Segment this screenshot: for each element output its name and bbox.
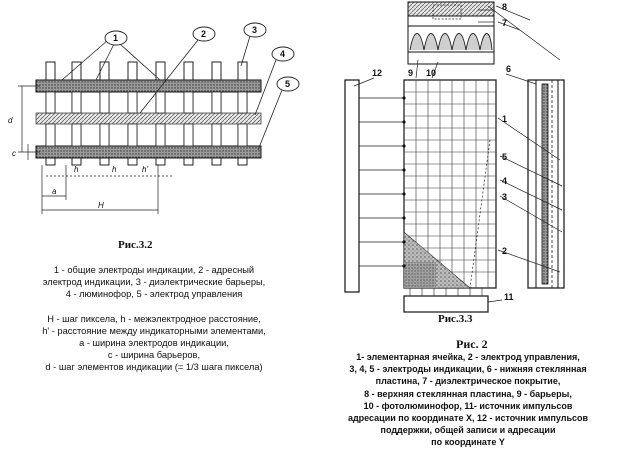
fig2-marker-9: 9 [408,68,414,78]
fig2-inner-title: Рис.3.3 [438,313,473,325]
fig1-dim-hp: h' [142,165,148,174]
fig2-marker-7: 7 [502,18,508,28]
fig2-title: Рис. 2 [456,337,488,351]
fig2-marker-1: 1 [502,114,508,124]
fig1-definition-line: h' - расстояние между индикаторными элементами, [42,326,266,336]
fig1-marker-5: 5 [285,79,291,89]
fig2-marker-6: 6 [506,64,512,74]
fig1-dim-a: a [52,187,57,196]
fig2-legend-line: 10 - фотолюминофор, 11- источник импульсов [363,400,573,411]
fig2-legend-line: поддержки, общей записи и адресации [380,425,556,436]
fig1-dim-h: h [74,165,79,174]
fig2-marker-12: 12 [372,68,383,78]
fig2-legend-line: адресации по координате X, 12 - источник импульсов [347,413,589,424]
fig2-legend [322,351,614,449]
fig2-legend-line: 1- элементарная ячейка, 2 - электрод управления, [356,352,580,362]
fig2-marker-5: 5 [502,152,508,162]
fig1-definition-line: a - ширина электродов индикации, [79,338,229,348]
fig2-legend-line: 3, 4, 5 - электроды индикации, 6 - нижняя стеклянная [349,364,587,375]
fig1-marker-2: 2 [201,29,207,39]
fig2-marker-4: 4 [502,176,508,186]
fig2-marker-8: 8 [502,2,508,12]
fig1-dim-h2: h [112,165,117,174]
fig1-dim-c: c [12,149,16,158]
fig2-legend-line: 8 - верхняя стеклянная пластина, 9 - барьеры, [364,388,572,399]
fig2-marker-11: 11 [504,292,514,302]
fig2-marker-2: 2 [502,246,508,256]
fig1-marker-3: 3 [252,25,258,35]
fig1-marker-1: 1 [113,33,119,43]
fig2-legend-line: по координате Y [431,437,505,448]
fig2-marker-10: 10 [426,68,437,78]
fig1-title: Рис.3.2 [118,239,153,251]
fig1-marker-4: 4 [280,49,286,59]
fig1-definition-line: H - шаг пиксела, h - межэлектродное расстояние, [47,314,261,324]
fig1-definition-line: c - ширина барьеров, [107,350,201,360]
fig2-top-plate [408,2,494,16]
fig1-legend-line: 4 - люминофор, 5 - электрод управления [65,289,243,299]
fig2-marker-3: 3 [502,192,508,202]
fig2-legend-line: пластина, 7 - диэлектрическое покрытие, [375,376,561,387]
fig2-source-12 [345,80,359,292]
fig1-legend-line: 1 - общие электроды индикации, 2 - адресный [53,265,255,275]
fig1-legend-line: электрод индикации, 3 - диэлектрические барьеры, [42,277,266,287]
fig2-source-11 [404,296,488,312]
fig1-dim-H: H [98,201,104,210]
fig1-dim-d: d [8,116,13,125]
fig1-definition-line: d - шаг элементов индикации (= 1/3 шага пиксела) [45,362,263,372]
